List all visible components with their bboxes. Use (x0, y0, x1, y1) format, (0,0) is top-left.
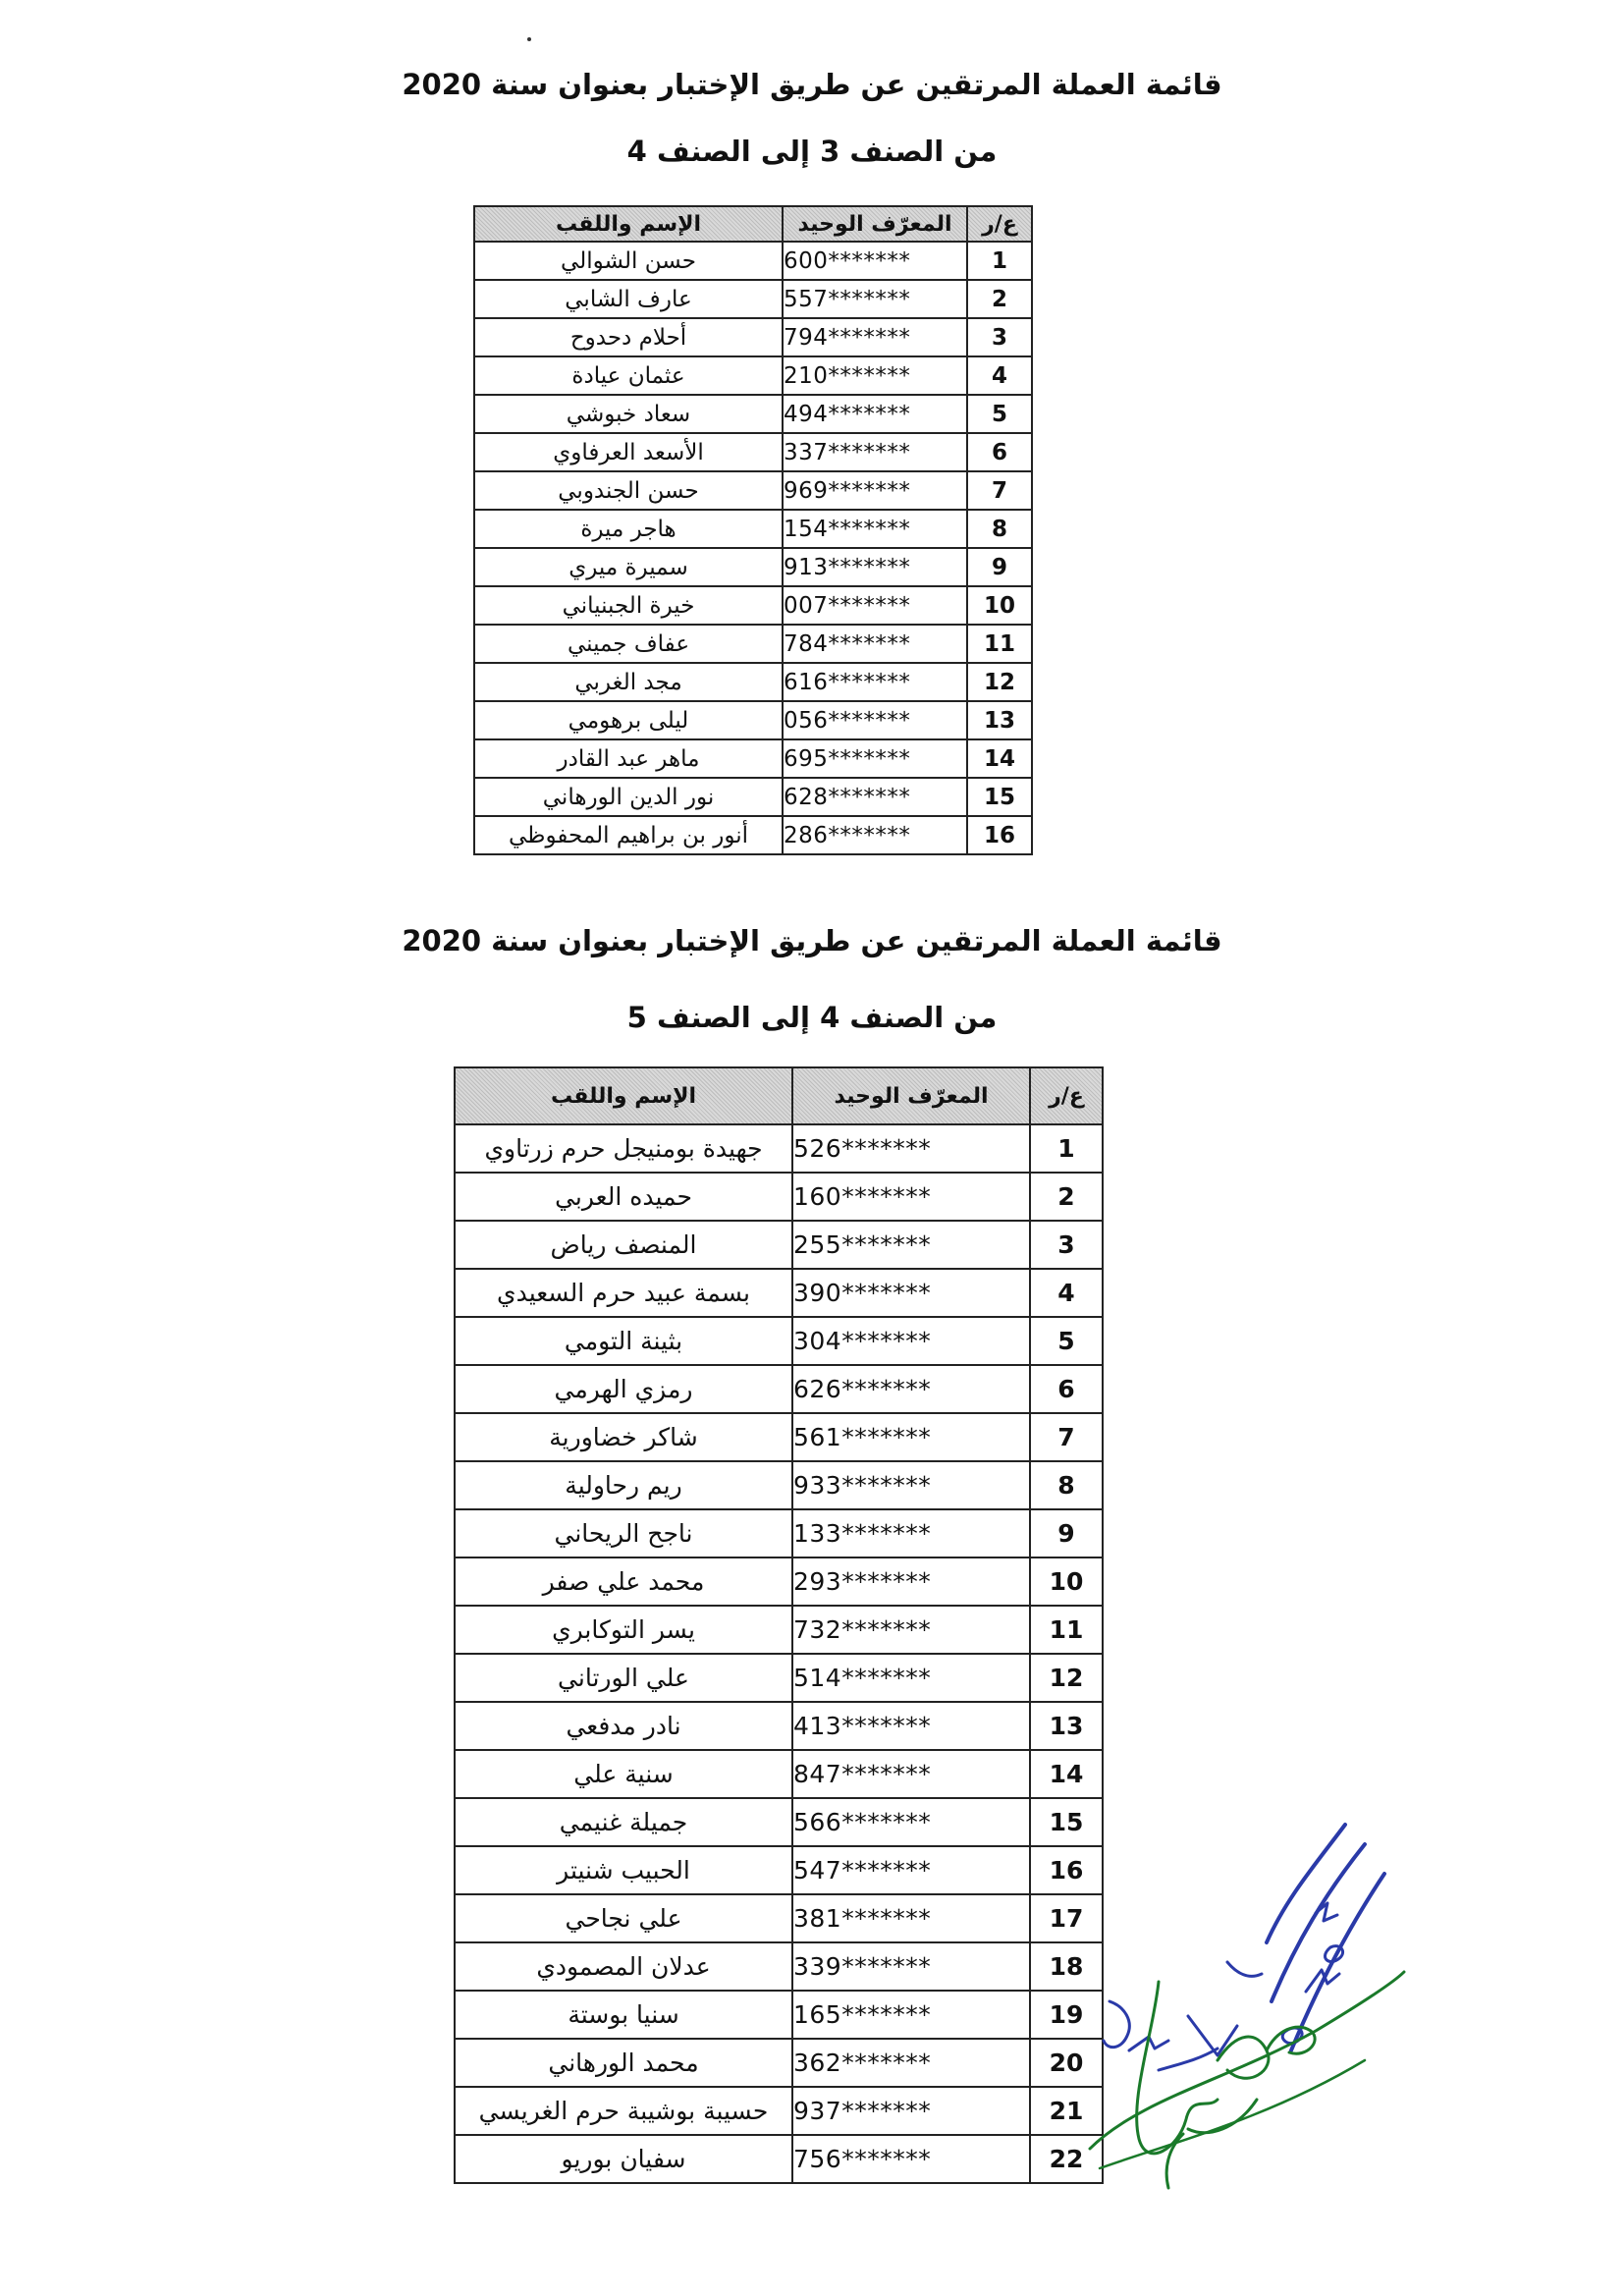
unique-id: 732******* (792, 1606, 1030, 1654)
row-number: 5 (967, 395, 1032, 433)
employee-name: عثمان عيادة (474, 356, 783, 395)
employee-name: سنية علي (455, 1750, 792, 1798)
table-row (474, 739, 1032, 778)
row-number: 17 (1030, 1894, 1103, 1942)
row-number: 18 (1030, 1942, 1103, 1991)
header-uid: المعرّف الوحيد (783, 206, 967, 242)
unique-id: 210******* (783, 356, 967, 395)
employee-name: رمزي الهرمي (455, 1365, 792, 1413)
employee-name: المنصف رياض (455, 1221, 792, 1269)
table-header-row (455, 1067, 1103, 1124)
table-row (455, 1509, 1103, 1557)
table-row (455, 1606, 1103, 1654)
header-name: الإسم واللقب (455, 1067, 792, 1124)
row-number: 12 (1030, 1654, 1103, 1702)
row-number: 7 (1030, 1413, 1103, 1461)
employee-name: علي نجاحي (455, 1894, 792, 1942)
table-row (455, 1124, 1103, 1173)
unique-id: 056******* (783, 701, 967, 739)
row-number: 15 (1030, 1798, 1103, 1846)
row-number: 16 (967, 816, 1032, 854)
table-row (455, 2087, 1103, 2135)
row-number: 14 (1030, 1750, 1103, 1798)
unique-id: 514******* (792, 1654, 1030, 1702)
table-row (474, 663, 1032, 701)
table-row (455, 1894, 1103, 1942)
row-number: 11 (967, 625, 1032, 663)
table-row (474, 242, 1032, 280)
section1-table (473, 205, 1033, 855)
table-row (474, 433, 1032, 471)
header-num: ع/ر (1030, 1067, 1103, 1124)
scan-speck (527, 37, 531, 41)
table-row (474, 548, 1032, 586)
unique-id: 695******* (783, 739, 967, 778)
employee-name: عارف الشابي (474, 280, 783, 318)
table-row (474, 318, 1032, 356)
unique-id: 526******* (792, 1124, 1030, 1173)
employee-name: سميرة ميري (474, 548, 783, 586)
employee-name: الأسعد العرفاوي (474, 433, 783, 471)
unique-id: 286******* (783, 816, 967, 854)
row-number: 21 (1030, 2087, 1103, 2135)
table-row (455, 1798, 1103, 1846)
employee-name: ماهر عبد القادر (474, 739, 783, 778)
row-number: 15 (967, 778, 1032, 816)
row-number: 2 (967, 280, 1032, 318)
employee-name: ناجح الريحاني (455, 1509, 792, 1557)
employee-name: سعاد خبوشي (474, 395, 783, 433)
table-row (455, 1654, 1103, 1702)
unique-id: 616******* (783, 663, 967, 701)
header-uid: المعرّف الوحيد (792, 1067, 1030, 1124)
unique-id: 600******* (783, 242, 967, 280)
row-number: 1 (967, 242, 1032, 280)
employee-name: جميلة غنيمي (455, 1798, 792, 1846)
employee-name: بثينة التومي (455, 1317, 792, 1365)
employee-name: جهيدة بومنيجل حرم زرتاوي (455, 1124, 792, 1173)
table-row (455, 1413, 1103, 1461)
row-number: 9 (1030, 1509, 1103, 1557)
employee-name: علي الورتاني (455, 1654, 792, 1702)
unique-id: 133******* (792, 1509, 1030, 1557)
employee-name: عفاف جميني (474, 625, 783, 663)
row-number: 6 (1030, 1365, 1103, 1413)
table-row (455, 1221, 1103, 1269)
row-number: 22 (1030, 2135, 1103, 2183)
employee-name: محمد الورهاني (455, 2039, 792, 2087)
employee-name: هاجر ميرة (474, 510, 783, 548)
section2-subtitle: من الصنف 4 إلى الصنف 5 (626, 1001, 998, 1034)
row-number: 5 (1030, 1317, 1103, 1365)
row-number: 7 (967, 471, 1032, 510)
table-row (474, 471, 1032, 510)
table-row (474, 701, 1032, 739)
table-row (474, 586, 1032, 625)
employee-name: محمد علي صفر (455, 1557, 792, 1606)
employee-name: بسمة عبيد حرم السعيدي (455, 1269, 792, 1317)
row-number: 16 (1030, 1846, 1103, 1894)
table-row (474, 356, 1032, 395)
unique-id: 390******* (792, 1269, 1030, 1317)
row-number: 11 (1030, 1606, 1103, 1654)
employee-name: أنور بن براهيم المحفوظي (474, 816, 783, 854)
unique-id: 160******* (792, 1173, 1030, 1221)
employee-name: سفيان بوريو (455, 2135, 792, 2183)
employee-name: مجد الغربي (474, 663, 783, 701)
row-number: 1 (1030, 1124, 1103, 1173)
unique-id: 165******* (792, 1991, 1030, 2039)
table-row (474, 395, 1032, 433)
unique-id: 784******* (783, 625, 967, 663)
employee-name: الحبيب شنيتر (455, 1846, 792, 1894)
section2-title: قائمة العملة المرتقين عن طريق الإختبار بعنوان سنة 2020 (402, 924, 1222, 957)
header-name: الإسم واللقب (474, 206, 783, 242)
row-number: 14 (967, 739, 1032, 778)
employee-name: عدلان المصمودي (455, 1942, 792, 1991)
row-number: 19 (1030, 1991, 1103, 2039)
table-row (455, 1317, 1103, 1365)
row-number: 4 (967, 356, 1032, 395)
section1-subtitle: من الصنف 3 إلى الصنف 4 (626, 135, 998, 168)
row-number: 8 (1030, 1461, 1103, 1509)
row-number: 13 (967, 701, 1032, 739)
section2-table (454, 1066, 1104, 2184)
row-number: 2 (1030, 1173, 1103, 1221)
unique-id: 547******* (792, 1846, 1030, 1894)
unique-id: 794******* (783, 318, 967, 356)
table-row (474, 280, 1032, 318)
table-row (455, 1991, 1103, 2039)
employee-name: أحلام دحدوح (474, 318, 783, 356)
employee-name: نور الدين الورهاني (474, 778, 783, 816)
unique-id: 362******* (792, 2039, 1030, 2087)
unique-id: 628******* (783, 778, 967, 816)
row-number: 10 (1030, 1557, 1103, 1606)
row-number: 12 (967, 663, 1032, 701)
unique-id: 933******* (792, 1461, 1030, 1509)
unique-id: 337******* (783, 433, 967, 471)
unique-id: 381******* (792, 1894, 1030, 1942)
official-stamp-signature (1070, 1805, 1424, 2217)
unique-id: 494******* (783, 395, 967, 433)
unique-id: 756******* (792, 2135, 1030, 2183)
unique-id: 154******* (783, 510, 967, 548)
unique-id: 566******* (792, 1798, 1030, 1846)
employee-name: خيرة الجبنياني (474, 586, 783, 625)
row-number: 10 (967, 586, 1032, 625)
employee-name: يسر التوكابري (455, 1606, 792, 1654)
employee-name: ريم رحاولية (455, 1461, 792, 1509)
employee-name: سنيا بوستة (455, 1991, 792, 2039)
row-number: 3 (967, 318, 1032, 356)
row-number: 3 (1030, 1221, 1103, 1269)
table-row (455, 1750, 1103, 1798)
table-row (455, 1846, 1103, 1894)
employee-name: حسيبة بوشيبة حرم الغريسي (455, 2087, 792, 2135)
unique-id: 847******* (792, 1750, 1030, 1798)
row-number: 4 (1030, 1269, 1103, 1317)
row-number: 9 (967, 548, 1032, 586)
unique-id: 626******* (792, 1365, 1030, 1413)
table-row (455, 1461, 1103, 1509)
unique-id: 557******* (783, 280, 967, 318)
table-row (455, 2135, 1103, 2183)
row-number: 13 (1030, 1702, 1103, 1750)
unique-id: 937******* (792, 2087, 1030, 2135)
employee-name: شاكر خضاورية (455, 1413, 792, 1461)
unique-id: 304******* (792, 1317, 1030, 1365)
table-row (455, 2039, 1103, 2087)
unique-id: 413******* (792, 1702, 1030, 1750)
row-number: 8 (967, 510, 1032, 548)
unique-id: 007******* (783, 586, 967, 625)
row-number: 6 (967, 433, 1032, 471)
table-row (455, 1942, 1103, 1991)
row-number: 20 (1030, 2039, 1103, 2087)
employee-name: نادر مدفعي (455, 1702, 792, 1750)
unique-id: 969******* (783, 471, 967, 510)
unique-id: 339******* (792, 1942, 1030, 1991)
table-row (474, 816, 1032, 854)
employee-name: حسن الجندوبي (474, 471, 783, 510)
unique-id: 255******* (792, 1221, 1030, 1269)
table-row (455, 1269, 1103, 1317)
table-row (455, 1557, 1103, 1606)
table-row (474, 625, 1032, 663)
table-row (474, 510, 1032, 548)
unique-id: 293******* (792, 1557, 1030, 1606)
employee-name: حسن الشوالي (474, 242, 783, 280)
employee-name: حميده العربي (455, 1173, 792, 1221)
employee-name: ليلى برهومي (474, 701, 783, 739)
unique-id: 561******* (792, 1413, 1030, 1461)
unique-id: 913******* (783, 548, 967, 586)
table-row (474, 778, 1032, 816)
header-num: ع/ر (967, 206, 1032, 242)
table-header-row (474, 206, 1032, 242)
table-row (455, 1702, 1103, 1750)
section1-title: قائمة العملة المرتقين عن طريق الإختبار بعنوان سنة 2020 (402, 68, 1222, 101)
table-row (455, 1365, 1103, 1413)
table-row (455, 1173, 1103, 1221)
